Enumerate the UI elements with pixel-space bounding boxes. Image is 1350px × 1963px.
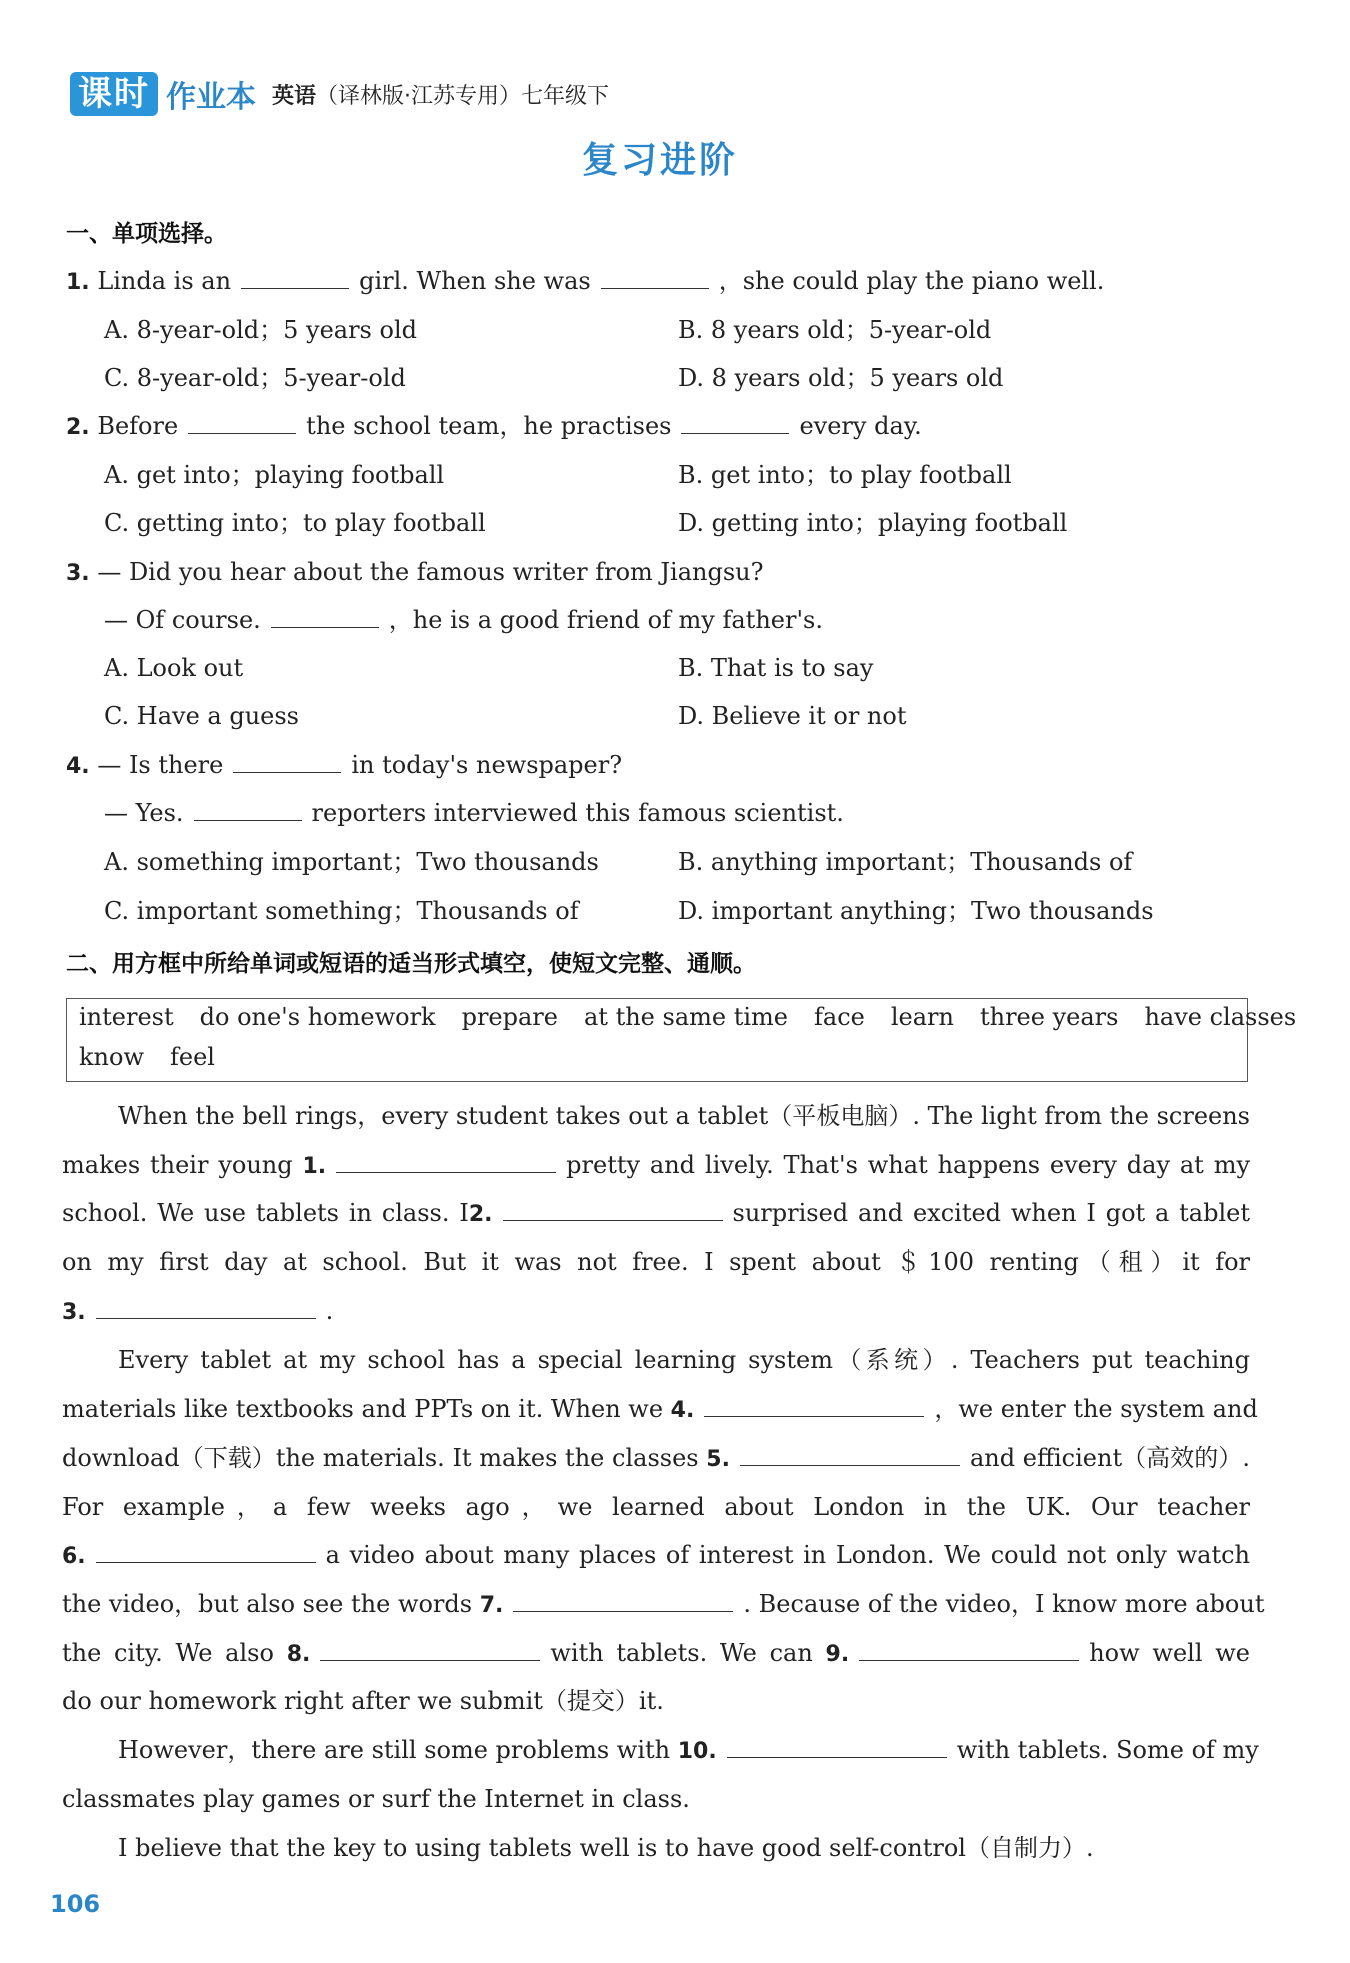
option-d[interactable]: D. important anything；Two thousands (678, 897, 1154, 925)
answer-blank-10[interactable] (727, 1734, 947, 1758)
passage-line: 3. . (62, 1297, 334, 1325)
passage-line: I believe that the key to using tablets well is to have good self-control（自制力）. (118, 1834, 1094, 1862)
answer-blank-3[interactable] (96, 1295, 316, 1319)
word-item: do one's homework (199, 1003, 436, 1031)
passage-line: download（下载）the materials. It makes the classes 5. and efficient（高效的）. (62, 1444, 1250, 1472)
word-item: feel (170, 1043, 215, 1071)
passage-line: on my first day at school. But it was not free. I spent about ＄100 renting（租）it for (62, 1248, 1250, 1276)
passage-line: the video，but also see the words 7. . Because of the video，I know more about (62, 1590, 1265, 1618)
edition: （译林版·江苏专用）七年级下 (316, 83, 610, 109)
question-1: 1. Linda is an girl. When she was ，she could play the piano well. (66, 267, 1105, 295)
passage-line: school. We use tablets in class. I2. surprised and excited when I got a tablet (62, 1199, 1251, 1227)
answer-blank-9[interactable] (859, 1637, 1079, 1661)
logo-subtitle: 作业本 (166, 80, 256, 115)
answer-blank[interactable] (241, 265, 349, 289)
word-item: face (814, 1003, 865, 1031)
page-title: 复习进阶 (581, 140, 738, 181)
word-box-row (79, 1003, 1296, 1031)
passage-line: materials like textbooks and PPTs on it. When we 4. ，we enter the system and (62, 1395, 1258, 1423)
word-item: at the same time (583, 1003, 788, 1031)
word-item: interest (79, 1003, 174, 1031)
header (70, 70, 609, 118)
question-4-reply: — Yes. reporters interviewed this famous scientist. (104, 799, 844, 827)
option-c[interactable]: C. 8-year-old；5-year-old (104, 364, 406, 392)
passage-line: makes their young 1. pretty and lively. That's what happens every day at my (62, 1151, 1251, 1179)
answer-blank[interactable] (194, 797, 302, 821)
answer-blank-8[interactable] (320, 1637, 540, 1661)
logo: 课时 (70, 72, 158, 116)
option-b[interactable]: B. get into；to play football (678, 461, 1012, 489)
question-3-reply: — Of course. ，he is a good friend of my father's. (104, 606, 823, 634)
passage-line: For example，a few weeks ago，we learned about London in the UK. Our teacher (62, 1493, 1250, 1521)
page-number: 106 (50, 1890, 101, 1918)
word-item: have classes (1144, 1003, 1297, 1031)
option-b[interactable]: B. anything important；Thousands of (678, 848, 1133, 876)
passage-line: When the bell rings，every student takes out a tablet（平板电脑）. The light from the screens (118, 1102, 1250, 1130)
answer-blank[interactable] (188, 410, 296, 434)
option-a[interactable]: A. get into；playing football (104, 461, 445, 489)
passage-line: However，there are still some problems with 10. with tablets. Some of my (118, 1736, 1259, 1764)
question-4: 4. — Is there in today's newspaper? (66, 751, 623, 779)
word-item: prepare (461, 1003, 558, 1031)
answer-blank-6[interactable] (96, 1539, 316, 1563)
answer-blank-2[interactable] (503, 1197, 723, 1221)
option-d[interactable]: D. 8 years old；5 years old (678, 364, 1004, 392)
option-a[interactable]: A. something important；Two thousands (104, 848, 599, 876)
question-3: 3. — Did you hear about the famous writer from Jiangsu? (66, 558, 764, 586)
option-a[interactable]: A. Look out (104, 654, 244, 682)
passage-line: classmates play games or surf the Internet in class. (62, 1785, 690, 1813)
option-b[interactable]: B. 8 years old；5-year-old (678, 316, 992, 344)
answer-blank-5[interactable] (740, 1442, 960, 1466)
book-info (272, 79, 609, 110)
word-item: three years (979, 1003, 1119, 1031)
passage-line: 6. a video about many places of interest in London. We could not only watch (62, 1541, 1250, 1569)
word-box (66, 998, 1297, 1082)
answer-blank-1[interactable] (336, 1149, 556, 1173)
answer-blank[interactable] (233, 749, 341, 773)
answer-blank[interactable] (271, 604, 379, 628)
passage-line: Every tablet at my school has a special learning system（系统）. Teachers put teaching (118, 1346, 1250, 1374)
answer-blank-4[interactable] (704, 1393, 924, 1417)
section2-heading: 二、用方框中所给单词或短语的适当形式填空，使短文完整、通顺。 (66, 951, 756, 977)
passage-line: do our homework right after we submit（提交）it. (62, 1687, 664, 1715)
word-box-row (79, 1043, 241, 1071)
word-item: know (79, 1043, 144, 1071)
answer-blank[interactable] (681, 410, 789, 434)
option-a[interactable]: A. 8-year-old；5 years old (104, 316, 417, 344)
option-c[interactable]: C. Have a guess (104, 702, 299, 730)
answer-blank-7[interactable] (513, 1588, 733, 1612)
section1-heading: 一、单项选择。 (66, 221, 227, 247)
option-b[interactable]: B. That is to say (678, 654, 874, 682)
option-d[interactable]: D. Believe it or not (678, 702, 907, 730)
word-item: learn (890, 1003, 954, 1031)
option-d[interactable]: D. getting into；playing football (678, 509, 1068, 537)
question-2: 2. Before the school team，he practises every day. (66, 412, 922, 440)
subject: 英语 (272, 83, 317, 109)
option-c[interactable]: C. getting into；to play football (104, 509, 486, 537)
answer-blank[interactable] (601, 265, 709, 289)
passage-line: the city. We also 8. with tablets. We can 9. how well we (62, 1639, 1250, 1667)
option-c[interactable]: C. important something；Thousands of (104, 897, 579, 925)
